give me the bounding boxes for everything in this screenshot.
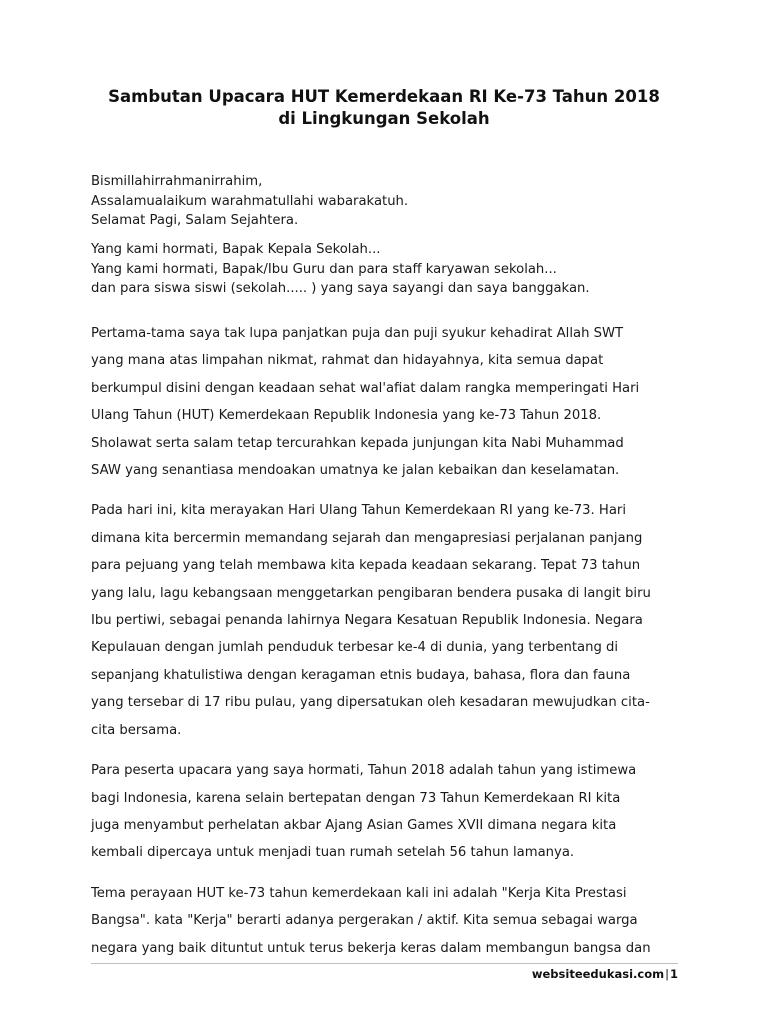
paragraph-line: Ulang Tahun (HUT) Kemerdekaan Republik Indonesia yang ke-73 Tahun 2018. — [91, 408, 602, 424]
greeting-line: Assalamualaikum warahmatullahi wabarakatuh. — [91, 193, 409, 209]
paragraph-line: Para peserta upacara yang saya hormati, Tahun 2018 adalah tahun yang istimewa — [91, 763, 637, 779]
paragraph-line: berkumpul disini dengan keadaan sehat wal'afiat dalam rangka memperingati Hari — [91, 380, 640, 396]
paragraph-line: Tema perayaan HUT ke-73 tahun kemerdekaan kali ini adalah "Kerja Kita Prestasi — [91, 885, 627, 901]
honor-line: dan para siswa siswi (sekolah..... ) yang saya sayangi dan saya banggakan. — [91, 281, 590, 296]
title-line: di Lingkungan Sekolah — [278, 109, 490, 128]
greeting-block — [91, 172, 408, 231]
paragraph-line: Pada hari ini, kita merayakan Hari Ulang Tahun Kemerdekaan RI yang ke-73. Hari — [91, 503, 627, 519]
paragraph — [91, 757, 681, 867]
footer-divider — [91, 963, 678, 964]
paragraph-line: dimana kita bercermin memandang sejarah dan mengapresiasi perjalanan panjang — [91, 530, 643, 546]
paragraph — [91, 880, 681, 962]
honor-block — [91, 240, 590, 299]
honor-line: Yang kami hormati, Bapak Kepala Sekolah... — [91, 242, 381, 257]
paragraph-line: bagi Indonesia, karena selain bertepatan dengan 73 Tahun Kemerdekaan RI kita — [91, 790, 621, 806]
paragraph-line: cita bersama. — [91, 722, 182, 738]
greeting-line: Bismillahirrahmanirrahim, — [91, 174, 263, 189]
speech-body — [91, 320, 681, 975]
paragraph-line: yang mana atas limpahan nikmat, rahmat dan hidayahnya, kita semua dapat — [91, 353, 604, 369]
paragraph-line: negara yang baik dituntut untuk terus bekerja keras dalam membangun bangsa dan — [91, 940, 651, 956]
paragraph-line: sepanjang khatulistiwa dengan keragaman etnis budaya, bahasa, flora dan fauna — [91, 667, 631, 683]
honor-line: Yang kami hormati, Bapak/Ibu Guru dan para staff karyawan sekolah... — [91, 261, 557, 277]
page-footer — [532, 966, 678, 982]
paragraph-line: juga menyambut perhelatan akbar Ajang Asian Games XVII dimana negara kita — [91, 817, 617, 833]
page-number: 1 — [669, 967, 678, 981]
paragraph-line: yang tersebar di 17 ribu pulau, yang dipersatukan oleh kesadaran mewujudkan cita- — [91, 695, 650, 711]
paragraph — [91, 320, 681, 484]
paragraph — [91, 497, 681, 744]
title-line: Sambutan Upacara HUT Kemerdekaan RI Ke-73 Tahun 2018 — [108, 87, 660, 106]
footer-site: websiteedukasi.com — [531, 967, 665, 981]
page-title — [0, 86, 768, 130]
footer-separator: | — [665, 967, 669, 981]
paragraph-line: Bangsa". kata "Kerja" berarti adanya pergerakan / aktif. Kita semua sebagai warga — [91, 913, 638, 929]
paragraph-line: para pejuang yang telah membawa kita kepada keadaan sekarang. Tepat 73 tahun — [91, 558, 641, 574]
paragraph-line: yang lalu, lagu kebangsaan menggetarkan pengibaran bendera pusaka di langit biru — [91, 585, 651, 601]
paragraph-line: Sholawat serta salam tetap tercurahkan kepada junjungan kita Nabi Muhammad — [91, 435, 624, 451]
paragraph-line: Pertama-tama saya tak lupa panjatkan puja dan puji syukur kehadirat Allah SWT — [91, 326, 624, 341]
paragraph-line: SAW yang senantiasa mendoakan umatnya ke jalan kebaikan dan keselamatan. — [91, 463, 620, 479]
paragraph-line: kembali dipercaya untuk menjadi tuan rumah setelah 56 tahun lamanya. — [91, 845, 575, 861]
greeting-line: Selamat Pagi, Salam Sejahtera. — [91, 213, 299, 228]
paragraph-line: Kepulauan dengan jumlah penduduk terbesar ke-4 di dunia, yang terbentang di — [91, 640, 619, 656]
paragraph-line: Ibu pertiwi, sebagai penanda lahirnya Negara Kesatuan Republik Indonesia. Negara — [91, 613, 643, 629]
